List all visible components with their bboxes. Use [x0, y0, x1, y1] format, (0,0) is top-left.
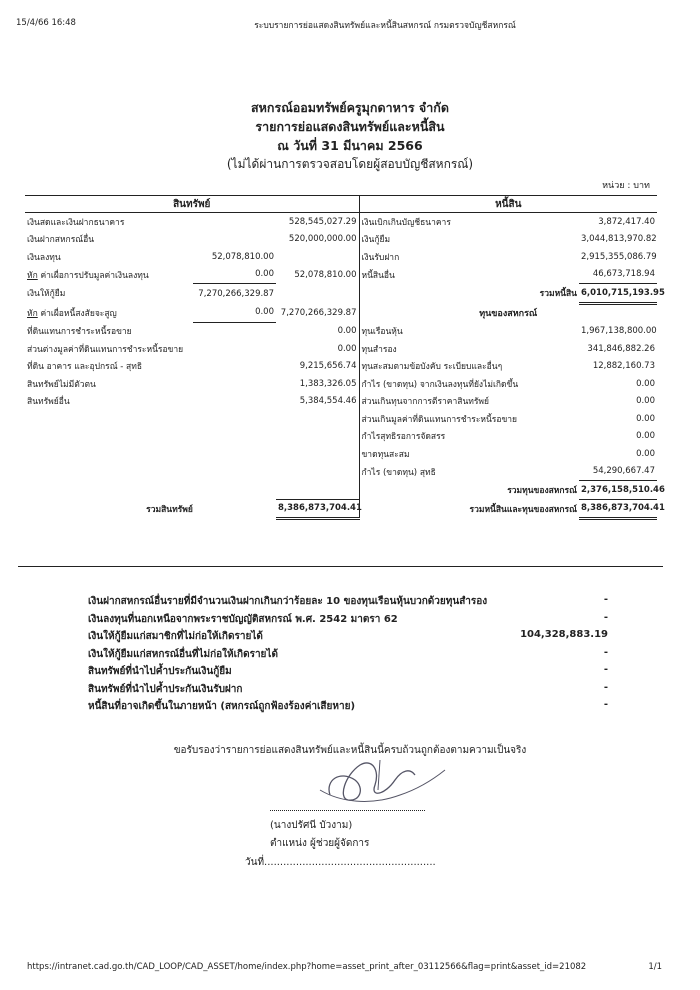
list-item: [88, 645, 608, 663]
liabilities-total: 6,010,715,193.95: [579, 284, 657, 304]
asset-c2: 1,383,326.05: [299, 378, 357, 389]
liability-value: 46,673,718.94: [579, 266, 657, 284]
liability-value: 3,044,813,970.82: [581, 234, 657, 245]
asset-label: เงินให้กู้ยืม: [27, 289, 66, 300]
assets-heading: สินทรัพย์: [25, 196, 359, 213]
asset-label: เงินสดและเงินฝากธนาคาร: [27, 217, 125, 228]
note-label: สินทรัพย์ที่นำไปค้ำประกันเงินกู้ยืม: [88, 666, 232, 677]
table-row: [25, 213, 657, 231]
asset-c2: 5,384,554.46: [299, 396, 357, 407]
audit-note: (ไม่ได้ผ่านการตรวจสอบโดยผู้สอบบัญชีสหกรณ์): [226, 157, 474, 171]
table-row: [25, 499, 657, 519]
note-label: หนี้สินที่อาจเกิดขึ้นในภายหน้า (สหกรณ์ถูกฟ้องร้องค่าเสียหาย): [88, 701, 356, 712]
asset-label: ส่วนต่างมูลค่าที่ดินแทนการชำระหนี้รอขาย: [27, 344, 184, 355]
table-row: [25, 340, 657, 358]
note-value: -: [603, 594, 608, 605]
asset-label-text: ค่าเผื่อหนี้สงสัยจะสูญ: [37, 308, 117, 319]
asset-c1: 7,270,266,329.87: [198, 288, 274, 299]
liability-label: หนี้สินอื่น: [359, 266, 579, 284]
equity-label: ทุนสะสมตามข้อบังคับ ระเบียบและอื่นๆ: [359, 358, 579, 376]
list-item: [88, 627, 608, 645]
equity-label: ขาดทุนสะสม: [359, 445, 579, 463]
equity-value: 12,882,160.73: [592, 361, 655, 372]
asset-c1: [193, 393, 276, 411]
note-label: เงินฝากสหกรณ์อื่นรายที่มีจำนวนเงินฝากเกินกว่าร้อยละ 10 ของทุนเรือนหุ้นบวกด้วยทุนสำรอง: [88, 596, 488, 607]
note-label: เงินให้กู้ยืมแก่สหกรณ์อื่นที่ไม่ก่อให้เกิดรายได้: [88, 648, 278, 660]
table-row: [25, 393, 657, 411]
equity-value: 341,846,882.26: [587, 343, 655, 354]
equity-label: ทุนสำรอง: [359, 340, 579, 358]
table-row: [25, 303, 657, 322]
equity-total-label: รวมทุนของสหกรณ์: [359, 481, 579, 500]
asset-c2: 9,215,656.74: [299, 361, 357, 372]
asset-label: [25, 303, 193, 322]
table-row: [25, 231, 657, 249]
asset-c1: [193, 340, 276, 358]
coop-name: สหกรณ์ออมทรัพย์ครูมุกดาหาร จำกัด: [251, 100, 449, 115]
asset-label: สินทรัพย์อื่น: [27, 397, 70, 408]
note-label: เงินลงทุนที่นอกเหนือจากพระราชบัญญัติสหกรณ์ พ.ศ. 2542 มาตรา 62: [88, 613, 398, 625]
equity-value: 54,290,667.47: [579, 463, 657, 481]
note-label: สินทรัพย์ที่นำไปค้ำประกันเงินรับฝาก: [88, 683, 243, 695]
equity-total: 2,376,158,510.46: [579, 481, 657, 500]
equity-label: ทุนเรือนหุ้น: [359, 322, 579, 340]
table-row: [25, 284, 657, 304]
liabilities-total-label: รวมหนี้สิน: [359, 284, 579, 304]
equity-label: กำไร (ขาดทุน) จากเงินลงทุนที่ยังไม่เกิดขึ้น: [359, 375, 579, 393]
divider: [18, 566, 663, 567]
asset-c1: 0.00: [193, 266, 276, 284]
asset-c1: 0.00: [193, 303, 276, 322]
less-prefix: หัก: [27, 270, 38, 281]
note-value: -: [603, 664, 608, 675]
table-row: [25, 322, 657, 340]
assets-total: 8,386,873,704.41: [276, 499, 359, 519]
table-row: [25, 358, 657, 376]
asset-c1: 52,078,810.00: [211, 251, 274, 262]
equity-value: 0.00: [636, 413, 655, 424]
table-row: [25, 248, 657, 266]
asset-c1: [193, 231, 276, 249]
grand-total-label: รวมหนี้สินและทุนของสหกรณ์: [359, 499, 579, 519]
list-item: [88, 697, 608, 715]
asset-label: เงินฝากสหกรณ์อื่น: [27, 235, 95, 246]
note-value: -: [603, 611, 608, 623]
table-row: [25, 266, 657, 284]
asset-c2: [276, 248, 359, 266]
note-label: เงินให้กู้ยืมแก่สมาชิกที่ไม่ก่อให้เกิดรายได้: [88, 631, 263, 642]
list-item: [88, 680, 608, 698]
asset-label: ที่ดิน อาคาร และอุปกรณ์ - สุทธิ: [27, 362, 143, 373]
equity-label: ส่วนเกินมูลค่าที่ดินแทนการชำระหนี้รอขาย: [359, 410, 579, 428]
signature-date: วันที่......................................................: [245, 857, 436, 868]
equity-value: 1,967,138,800.00: [581, 326, 657, 336]
grand-total: 8,386,873,704.41: [579, 499, 657, 519]
table-row: [25, 410, 657, 428]
asset-label: เงินลงทุน: [27, 252, 61, 263]
equity-label: กำไร (ขาดทุน) สุทธิ: [359, 463, 579, 481]
asset-c1: [193, 213, 276, 231]
asset-c1: [193, 375, 276, 393]
signer-position: ตำแหน่ง ผู้ช่วยผู้จัดการ: [270, 838, 370, 849]
asset-c2: 0.00: [337, 343, 357, 354]
asset-label: [25, 266, 193, 284]
note-value: -: [603, 681, 608, 693]
asset-c2: 0.00: [337, 326, 357, 336]
less-prefix: หัก: [27, 308, 38, 319]
equity-value: 0.00: [636, 378, 655, 389]
print-datetime: 15/4/66 16:48: [16, 18, 76, 28]
asset-label: สินทรัพย์ไม่มีตัวตน: [27, 379, 96, 390]
certification-statement: ขอรับรองว่ารายการย่อแสดงสินทรัพย์และหนี้สินนี้ครบถ้วนถูกต้องตามความเป็นจริง: [173, 745, 527, 756]
table-row: [25, 463, 657, 481]
liability-label: เงินเบิกเกินบัญชีธนาคาร: [359, 213, 579, 231]
table-row: [25, 481, 657, 500]
list-item: [88, 610, 608, 628]
footer-url: https://intranet.cad.go.th/CAD_LOOP/CAD_ASSET/home/index.php?home=asset_print_after_03112566&flag=print&asset_id=21082: [27, 962, 587, 972]
report-date: ณ วันที่ 31 มีนาคม 2566: [277, 138, 423, 153]
liabilities-heading: หนี้สิน: [359, 196, 657, 213]
liability-value: 3,872,417.40: [598, 216, 655, 227]
equity-value: 0.00: [636, 448, 655, 459]
asset-c2: [276, 284, 359, 304]
equity-label: กำไรสุทธิรอการจัดสรร: [359, 428, 579, 446]
equity-label: ส่วนเกินทุนจากการตีราคาสินทรัพย์: [359, 393, 579, 411]
page-number: 1/1: [648, 962, 662, 972]
asset-label: ที่ดินแทนการชำระหนี้รอขาย: [27, 327, 132, 337]
notes-list: [88, 592, 608, 715]
asset-c1: [193, 322, 276, 340]
asset-c2: 52,078,810.00: [294, 269, 357, 280]
asset-c2: 520,000,000.00: [288, 234, 357, 245]
liability-value: 2,915,355,086.79: [581, 251, 657, 262]
assets-total-label: รวมสินทรัพย์: [146, 504, 193, 515]
equity-value: 0.00: [636, 396, 655, 407]
asset-label-text: ค่าเผื่อการปรับมูลค่าเงินลงทุน: [37, 270, 149, 281]
note-value: -: [603, 646, 608, 658]
unit-label: หน่วย : บาท: [602, 181, 650, 191]
signer-name: (นางปรัศนี บัวงาม): [270, 820, 353, 831]
equity-value: 0.00: [636, 431, 655, 442]
equity-heading: ทุนของสหกรณ์: [359, 303, 657, 322]
list-item: [88, 662, 608, 680]
signature-line: [270, 810, 425, 811]
table-row: [25, 428, 657, 446]
note-value: 104,328,883.19: [520, 629, 608, 640]
asset-c1: [193, 358, 276, 376]
table-row: [25, 445, 657, 463]
report-title: รายการย่อแสดงสินทรัพย์และหนี้สิน: [255, 119, 445, 134]
list-item: [88, 592, 608, 610]
liability-label: เงินรับฝาก: [359, 248, 579, 266]
liability-label: เงินกู้ยืม: [359, 231, 579, 249]
table-row: [25, 375, 657, 393]
signature-image: [300, 740, 450, 815]
note-value: -: [603, 699, 608, 710]
balance-sheet-table: [25, 195, 665, 520]
asset-c2: 7,270,266,329.87: [280, 307, 357, 318]
asset-c2: 528,545,027.29: [288, 216, 357, 227]
system-title: ระบบรายการย่อแสดงสินทรัพย์และหนี้สินสหกรณ์ กรมตรวจบัญชีสหกรณ์: [254, 21, 516, 31]
